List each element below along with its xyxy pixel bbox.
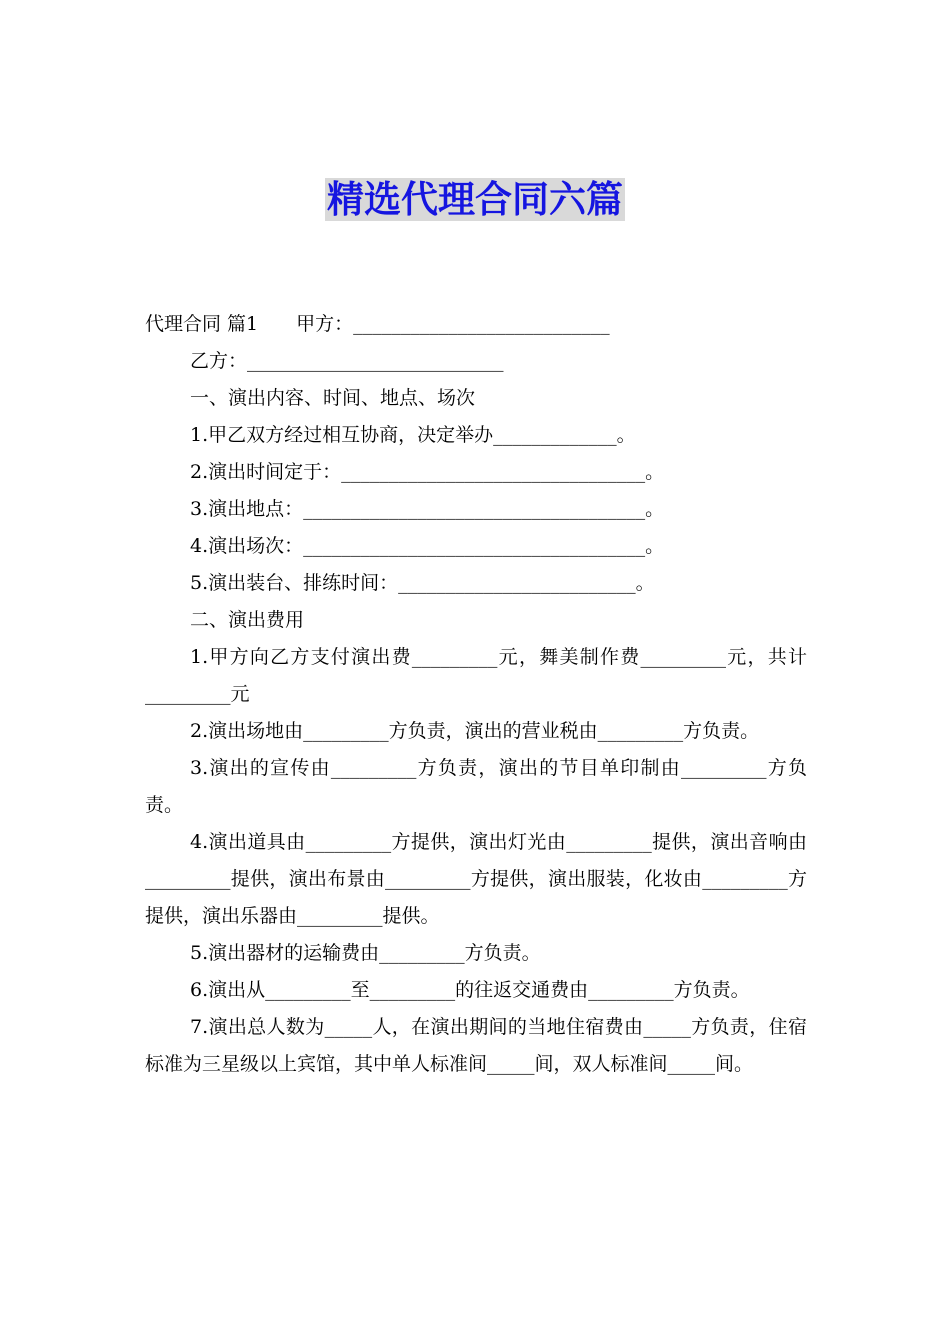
clause-1-1: 1.甲乙双方经过相互协商，决定举办_____________。 [190, 424, 636, 446]
clause-1-4: 4.演出场次：____________________________________。 [190, 535, 665, 557]
clause-2-4: 4.演出道具由_________方提供，演出灯光由_________提供，演出音响由_________提供，演出布景由_________方提供，演出服装，化妆由_________方提供，演出乐器由_________提供。 [145, 831, 807, 927]
section-heading-1: 一、演出内容、时间、地点、场次 [190, 387, 476, 409]
clause-1-5: 5.演出装台、排练时间：_________________________。 [190, 572, 655, 594]
document-body [145, 306, 807, 1083]
document-title-text: 精选代理合同六篇 [327, 178, 623, 221]
contract-heading-party-a: 代理合同 篇1 甲方：___________________________ [145, 313, 610, 335]
clause-2-2: 2.演出场地由_________方负责，演出的营业税由_________方负责。 [190, 720, 760, 742]
clause-1-3: 3.演出地点：____________________________________。 [190, 498, 665, 520]
clause-2-3: 3.演出的宣传由_________方负责，演出的节目单印制由_________方负责。 [145, 757, 807, 816]
clause-2-6: 6.演出从_________至_________的往返交通费由_________方负责。 [190, 979, 750, 1001]
party-b-line: 乙方：___________________________ [190, 350, 504, 372]
clause-2-5: 5.演出器材的运输费由_________方负责。 [190, 942, 541, 964]
clause-1-2: 2.演出时间定于：________________________________。 [190, 461, 665, 483]
clause-2-1: 1.甲方向乙方支付演出费_________元，舞美制作费_________元，共计_________元 [145, 646, 807, 705]
section-heading-2: 二、演出费用 [190, 609, 305, 631]
document-title [0, 176, 950, 224]
clause-2-7: 7.演出总人数为_____人，在演出期间的当地住宿费由_____方负责，住宿标准为三星级以上宾馆，其中单人标准间_____间，双人标准间_____间。 [145, 1016, 807, 1075]
